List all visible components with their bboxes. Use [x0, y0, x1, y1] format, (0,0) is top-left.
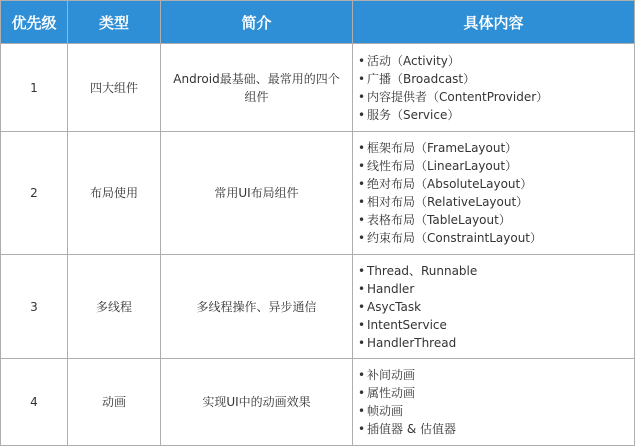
list-item	[358, 384, 634, 402]
list-item	[358, 157, 634, 175]
intro-cell: Android最基础、最常用的四个组件	[161, 44, 353, 132]
type-cell: 多线程	[68, 255, 161, 359]
bullet-icon: •	[358, 231, 366, 245]
header-type: 类型	[68, 1, 161, 44]
list-item-text: 相对布局（RelativeLayout）	[367, 195, 529, 209]
list-item	[358, 420, 634, 438]
bullet-icon: •	[358, 89, 366, 104]
bullet-icon: •	[358, 386, 366, 400]
list-item-text: 线性布局（LinearLayout）	[367, 159, 518, 173]
bullet-icon: •	[358, 195, 366, 209]
list-item-text: 约束布局（ConstraintLayout）	[367, 231, 543, 245]
bullet-icon: •	[358, 263, 366, 278]
priority-cell: 1	[1, 44, 68, 132]
intro-cell: 实现UI中的动画效果	[161, 359, 353, 446]
bullet-icon: •	[358, 107, 366, 122]
list-item-text: 服务（Service）	[367, 107, 460, 122]
list-item	[358, 193, 634, 211]
list-item-text: 补间动画	[367, 368, 416, 382]
list-item	[358, 175, 634, 193]
list-item-text: HandlerThread	[367, 335, 457, 350]
priority-cell: 4	[1, 359, 68, 446]
bullet-icon: •	[358, 404, 366, 418]
list-item-text: 绝对布局（AbsoluteLayout）	[367, 177, 533, 191]
type-cell: 动画	[68, 359, 161, 446]
table-row	[1, 44, 635, 132]
priority-cell: 2	[1, 132, 68, 255]
list-item	[358, 334, 634, 352]
type-cell: 布局使用	[68, 132, 161, 255]
bullet-icon: •	[358, 53, 366, 68]
list-item	[358, 52, 634, 70]
table-row	[1, 255, 635, 359]
list-item	[358, 139, 634, 157]
content-list	[358, 262, 634, 352]
table-row	[1, 132, 635, 255]
content-list	[358, 52, 634, 124]
content-list	[358, 139, 634, 247]
bullet-icon: •	[358, 281, 366, 296]
bullet-icon: •	[358, 317, 366, 332]
list-item	[358, 88, 634, 106]
content-cell	[353, 44, 635, 132]
list-item	[358, 106, 634, 124]
intro-cell: 多线程操作、异步通信	[161, 255, 353, 359]
bullet-icon: •	[358, 368, 366, 382]
list-item	[358, 402, 634, 420]
content-cell	[353, 132, 635, 255]
list-item-text: 属性动画	[367, 386, 416, 400]
list-item-text: 框架布局（FrameLayout）	[367, 141, 518, 155]
header-intro: 简介	[161, 1, 353, 44]
list-item-text: 广播（Broadcast）	[367, 71, 476, 86]
bullet-icon: •	[358, 335, 366, 350]
bullet-icon: •	[358, 422, 366, 436]
list-item	[358, 229, 634, 247]
content-list	[358, 366, 634, 438]
priority-cell: 3	[1, 255, 68, 359]
list-item-text: Thread、Runnable	[367, 263, 478, 278]
bullet-icon: •	[358, 141, 366, 155]
list-item	[358, 280, 634, 298]
list-item-text: 活动（Activity）	[367, 53, 460, 68]
bullet-icon: •	[358, 213, 366, 227]
list-item	[358, 262, 634, 280]
list-item-text: IntentService	[367, 317, 447, 332]
list-item-text: AsycTask	[367, 299, 422, 314]
type-cell: 四大组件	[68, 44, 161, 132]
list-item	[358, 70, 634, 88]
content-cell	[353, 255, 635, 359]
bullet-icon: •	[358, 299, 366, 314]
header-content: 具体内容	[353, 1, 635, 44]
bullet-icon: •	[358, 159, 366, 173]
list-item-text: 表格布局（TableLayout）	[367, 213, 511, 227]
table-row	[1, 359, 635, 446]
list-item-text: 内容提供者（ContentProvider）	[367, 89, 549, 104]
list-item	[358, 211, 634, 229]
list-item	[358, 366, 634, 384]
bullet-icon: •	[358, 71, 366, 86]
list-item	[358, 298, 634, 316]
bullet-icon: •	[358, 177, 366, 191]
list-item-text: Handler	[367, 281, 415, 296]
list-item-text: 插值器 & 估值器	[367, 422, 456, 436]
list-item-text: 帧动画	[367, 404, 404, 418]
intro-cell: 常用UI布局组件	[161, 132, 353, 255]
header-priority: 优先级	[1, 1, 68, 44]
header-row	[1, 1, 635, 44]
content-cell	[353, 359, 635, 446]
list-item	[358, 316, 634, 334]
